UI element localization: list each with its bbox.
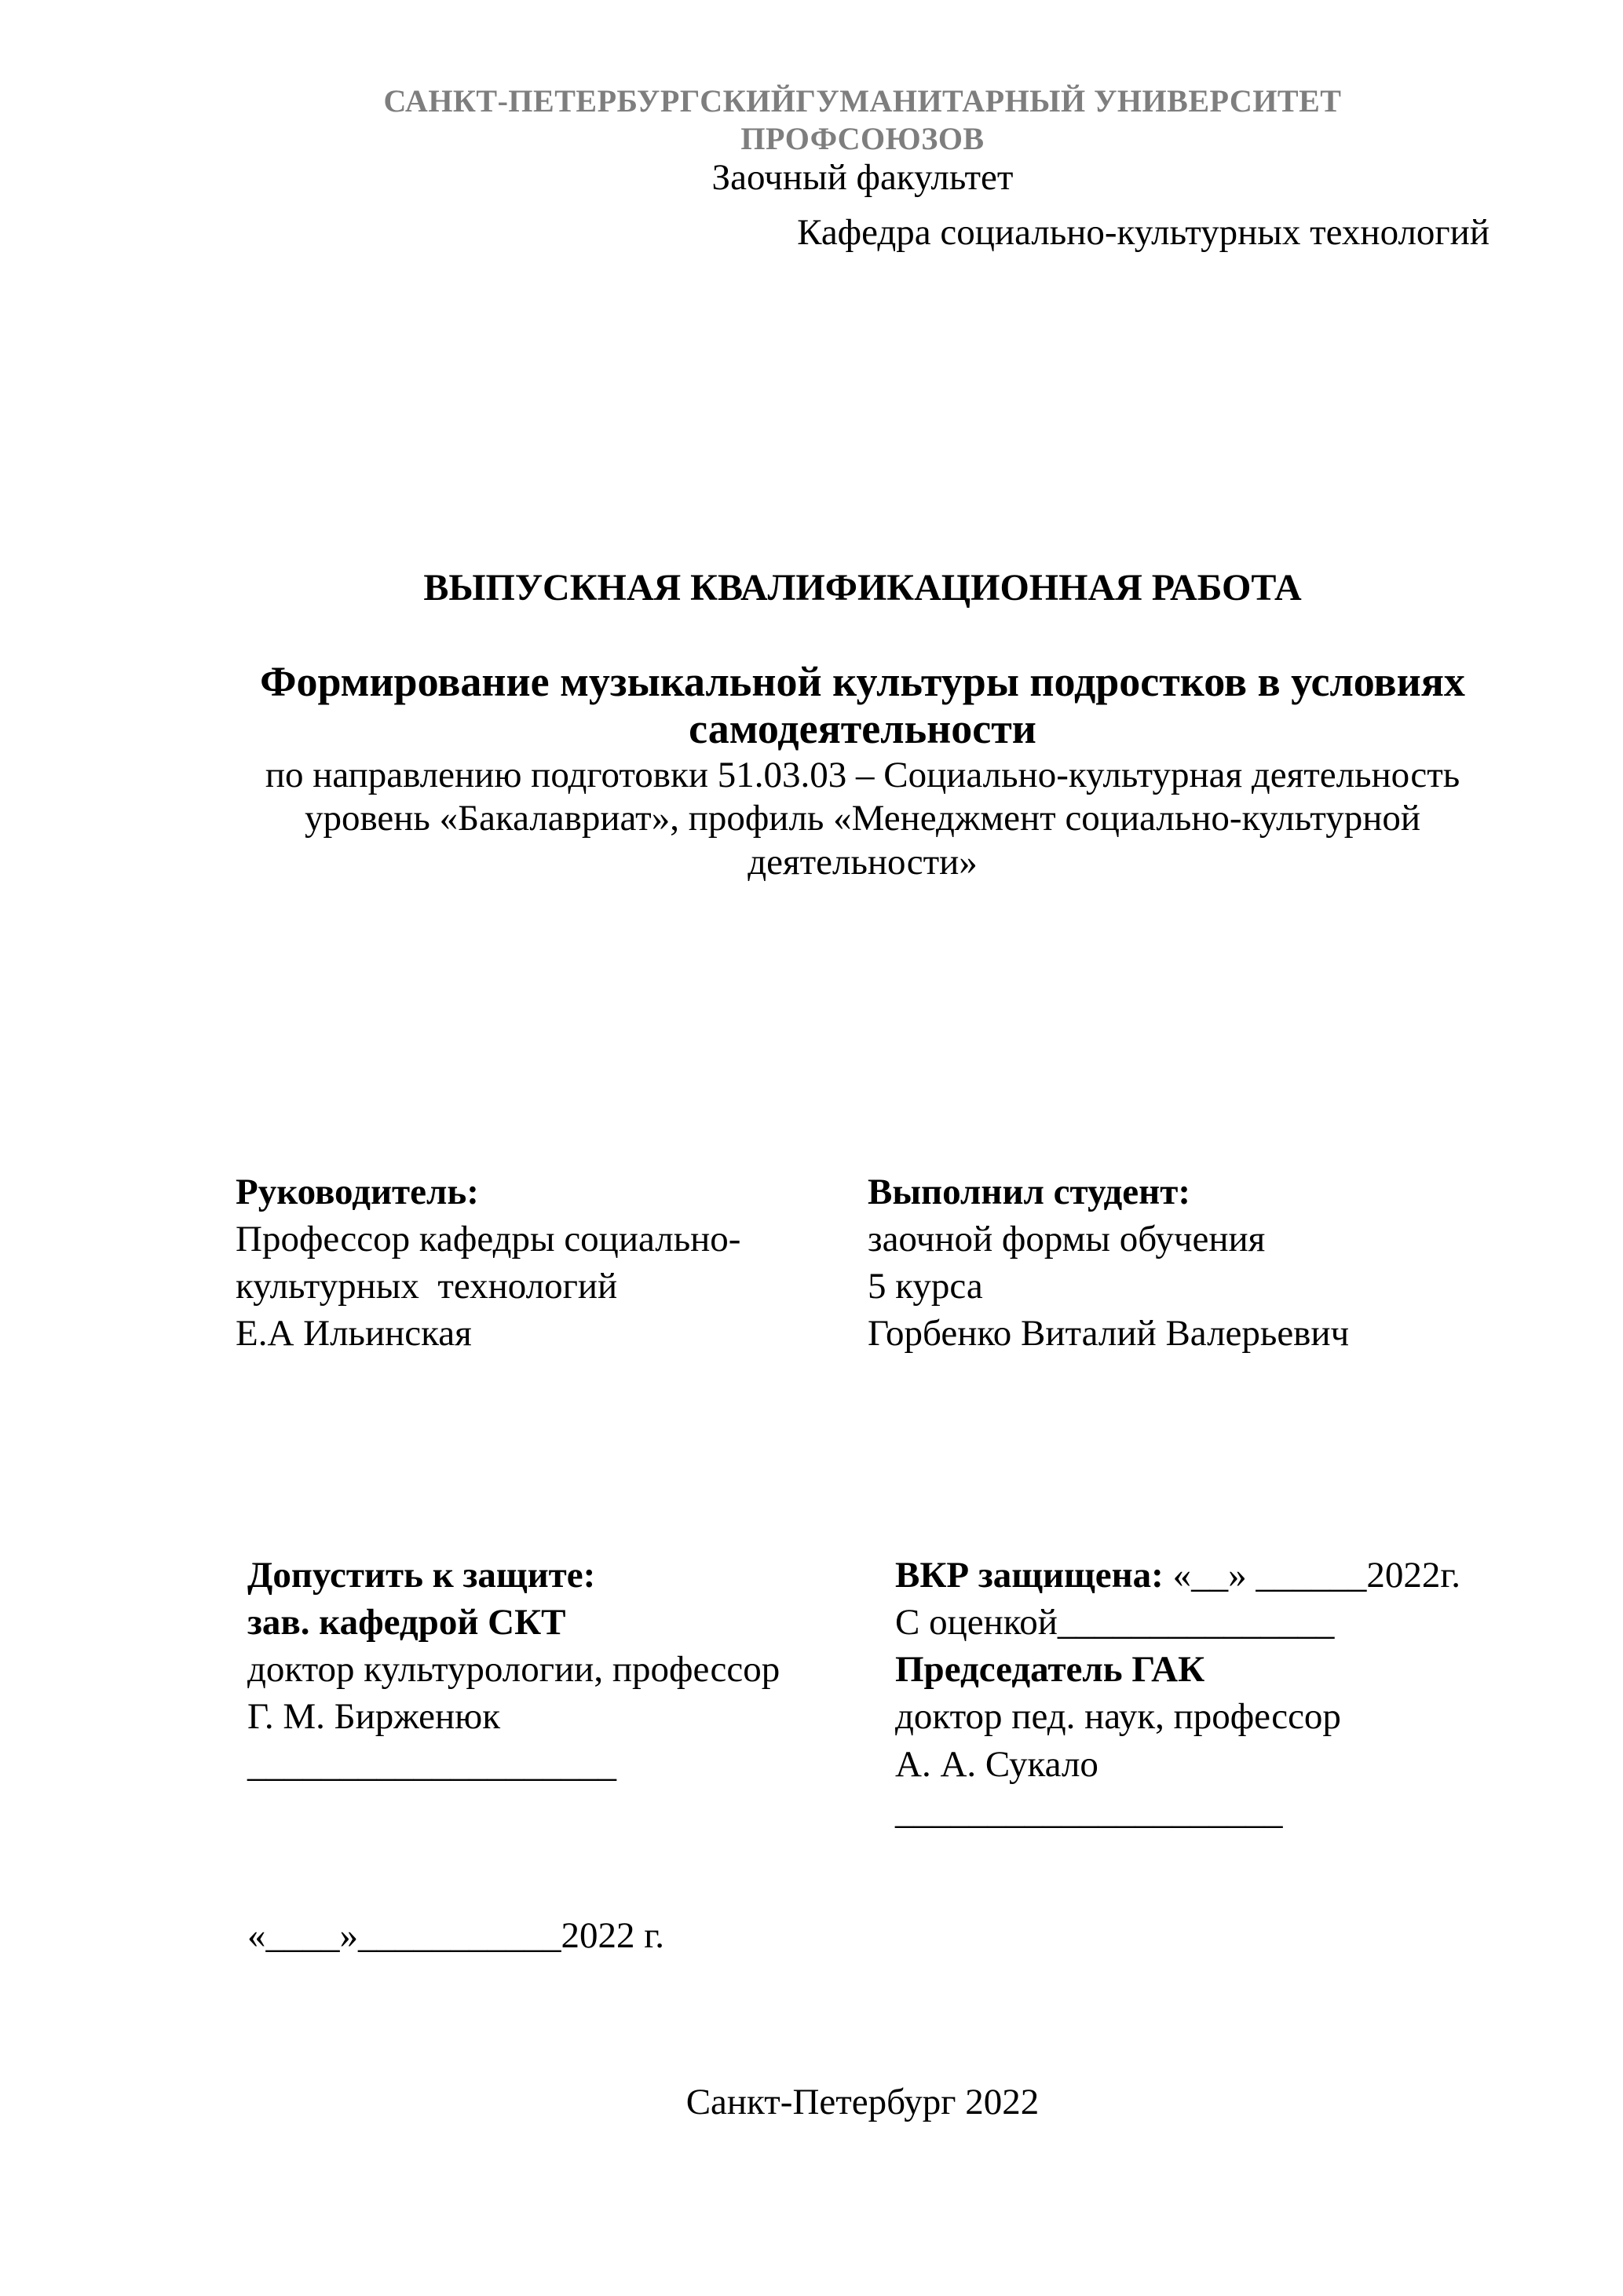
defense-block [895,1552,1523,1835]
university-header [236,82,1490,158]
admission-head-of-dept: зав. кафедрой СКТ [247,1602,566,1643]
defense-date-line [895,1552,1523,1599]
defense-grade-line: С оценкой_______________ [895,1602,1335,1643]
program-level-cont: деятельности» [748,841,978,883]
thesis-title [236,658,1490,753]
student-study-form: заочной формы обучения [868,1219,1266,1260]
defense-signature-line: _____________________ [895,1790,1283,1832]
admission-label: Допустить к защите: [247,1555,596,1596]
program-level: уровень «Бакалавриат», профиль «Менеджмент социально-культурной [304,798,1420,839]
admission-signature-line: ____________________ [247,1743,616,1785]
student-course: 5 курса [868,1266,983,1307]
admission-name: Г. М. Бирженюк [247,1696,501,1738]
supervisor-block [236,1168,864,1358]
student-label: Выполнил студент: [868,1172,1190,1212]
supervisor-label: Руководитель: [236,1172,479,1212]
student-name: Горбенко Виталий Валерьевич [868,1313,1350,1355]
faculty-name: Заочный факультет [711,157,1014,198]
work-type-text: ВЫПУСКНАЯ КВАЛИФИКАЦИОННАЯ РАБОТА [423,567,1302,609]
university-name-line2: ПРОФСОЮЗОВ [740,121,985,156]
program-info [236,754,1490,884]
city-year-text: Санкт-Петербург 2022 [685,2082,1040,2122]
admission-degree: доктор культурологии, профессор [247,1649,780,1691]
supervisor-position-line1: Профессор кафедры социально- [236,1219,741,1260]
defense-chairman-degree: доктор пед. наук, профессор [895,1696,1341,1738]
defense-chairman-label: Председатель ГАК [895,1649,1205,1691]
defense-chairman-name: А. А. Сукало [895,1743,1098,1785]
program-direction: по направлению подготовки 51.03.03 – Социально-культурная деятельность [265,755,1460,795]
faculty-line [236,155,1490,199]
defense-label: ВКР защищена: [895,1555,1164,1596]
footer-city-year [236,2081,1490,2123]
thesis-title-line2: самодеятельности [689,705,1036,753]
admission-date-line [247,1914,954,1957]
admission-block [247,1552,875,1788]
university-name-line1: САНКТ-ПЕТЕРБУРГСКИЙГУМАНИТАРНЫЙ УНИВЕРСИТЕТ [383,83,1342,119]
thesis-title-line1: Формирование музыкальной культуры подростков в условиях [260,658,1465,705]
supervisor-name: Е.А Ильинская [236,1313,472,1355]
defense-date-blank: «__» ______2022г. [1163,1555,1461,1596]
department-line [236,210,1490,254]
department-name: Кафедра социально-культурных технологий [797,212,1490,253]
admission-date-blank: «____»___________2022 г. [247,1915,664,1956]
student-block [868,1168,1519,1358]
work-type-heading [236,565,1490,611]
supervisor-position-line2: культурных технологий [236,1266,618,1307]
